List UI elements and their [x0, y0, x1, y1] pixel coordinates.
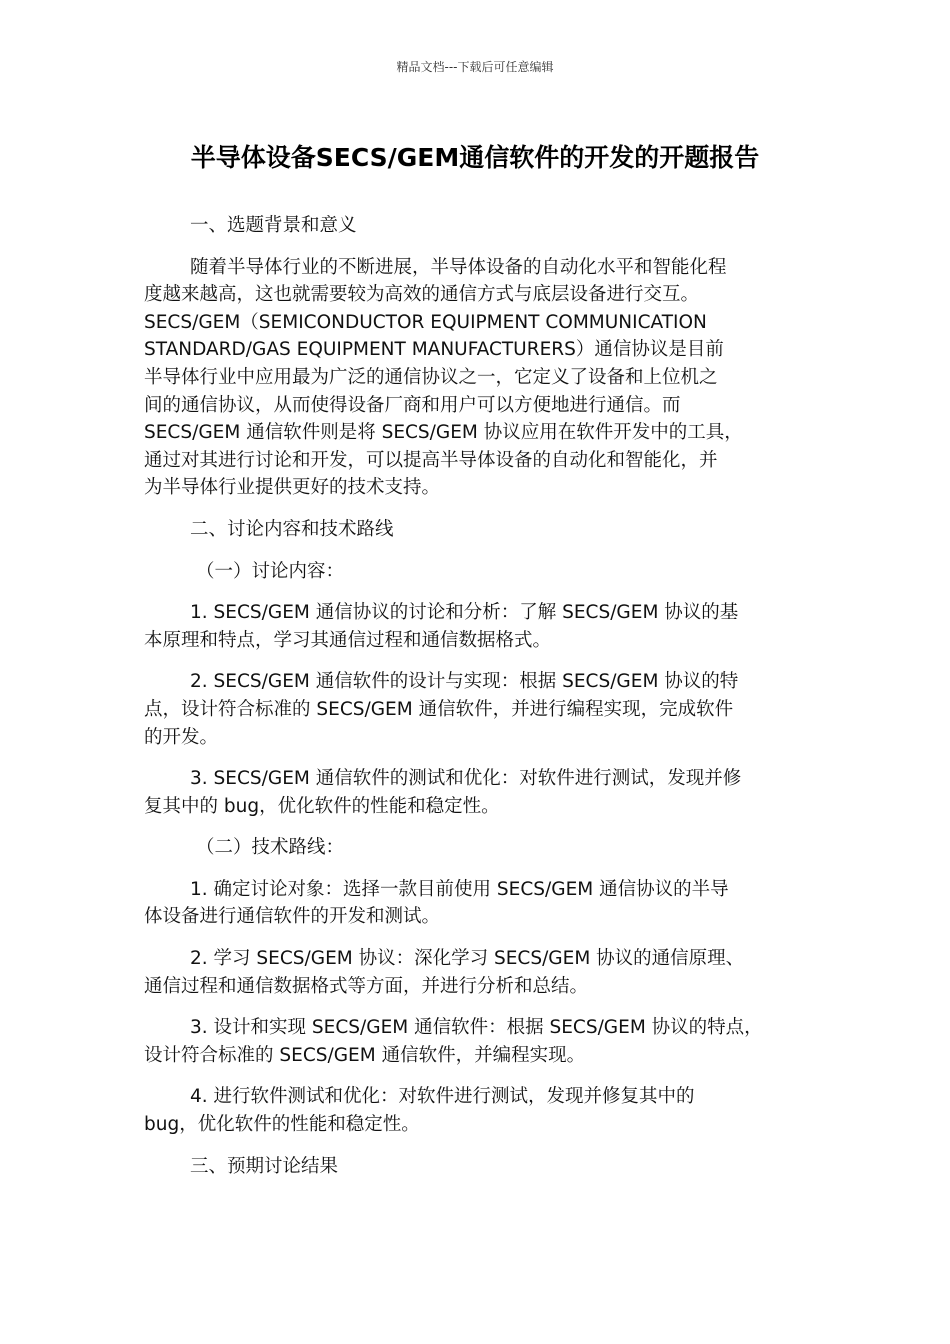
paragraph-background: 随着半导体行业的不断进展，半导体设备的自动化水平和智能化程 度越来越高，这也就需要较为高效的通信方式与底层设备进行交互。 SECS/GEM（SEMICONDUCTOR EQUIPMENT COMMUNICATION STANDARD/GAS EQUIPMENT MANUFACTURERS）通信协议是目前 半导体行业中应用最为广泛的通信协议之一，它定义了设备和上位机之 间的通信协议，从而使得设备厂商和用户可以方便地进行通信。而 SECS/GEM 通信软件则是将 SECS/GEM 协议应用在软件开发中的工具， 通过对其进行讨论和开发，可以提高半导体设备的自动化和智能化，并 为半导体行业提供更好的技术支持。	[144, 256, 743, 499]
subheading-route: （二）技术路线：	[196, 837, 345, 859]
paragraph-route-item-2: 2. 学习 SECS/GEM 协议：深化学习 SECS/GEM 协议的通信原理、 通信过程和通信数据格式等方面，并进行分析和总结。	[144, 948, 745, 997]
document-body	[144, 212, 816, 1194]
section-heading-content-and-route: 二、讨论内容和技术路线	[190, 518, 394, 540]
section-heading-expected-results: 三、预期讨论结果	[190, 1155, 339, 1177]
section-heading-background: 一、选题背景和意义	[190, 215, 357, 236]
header-note: 精品文档---下载后可任意编辑	[396, 60, 554, 74]
paragraph-route-item-4: 4. 进行软件测试和优化：对软件进行测试，发现并修复其中的 bug，优化软件的性能和稳定性。	[144, 1086, 695, 1136]
paragraph-content-item-3: 3. SECS/GEM 通信软件的测试和优化：对软件进行测试，发现并修 复其中的 bug，优化软件的性能和稳定性。	[144, 768, 742, 817]
paragraph-route-item-1: 1. 确定讨论对象：选择一款目前使用 SECS/GEM 通信协议的半导 体设备进行通信软件的开发和测试。	[144, 878, 729, 928]
paragraph-route-item-3: 3. 设计和实现 SECS/GEM 通信软件：根据 SECS/GEM 协议的特点， 设计符合标准的 SECS/GEM 通信软件，并编程实现。	[144, 1017, 763, 1066]
document-title: 半导体设备SECS/GEM通信软件的开发的开题报告	[190, 143, 760, 172]
paragraph-content-item-2: 2. SECS/GEM 通信软件的设计与实现：根据 SECS/GEM 协议的特 点，设计符合标准的 SECS/GEM 通信软件，并进行编程实现，完成软件 的开发。	[144, 671, 739, 748]
subheading-content: （一）讨论内容：	[196, 560, 345, 582]
paragraph-content-item-1: 1. SECS/GEM 通信协议的讨论和分析：了解 SECS/GEM 协议的基 本原理和特点，学习其通信过程和通信数据格式。	[144, 602, 739, 651]
